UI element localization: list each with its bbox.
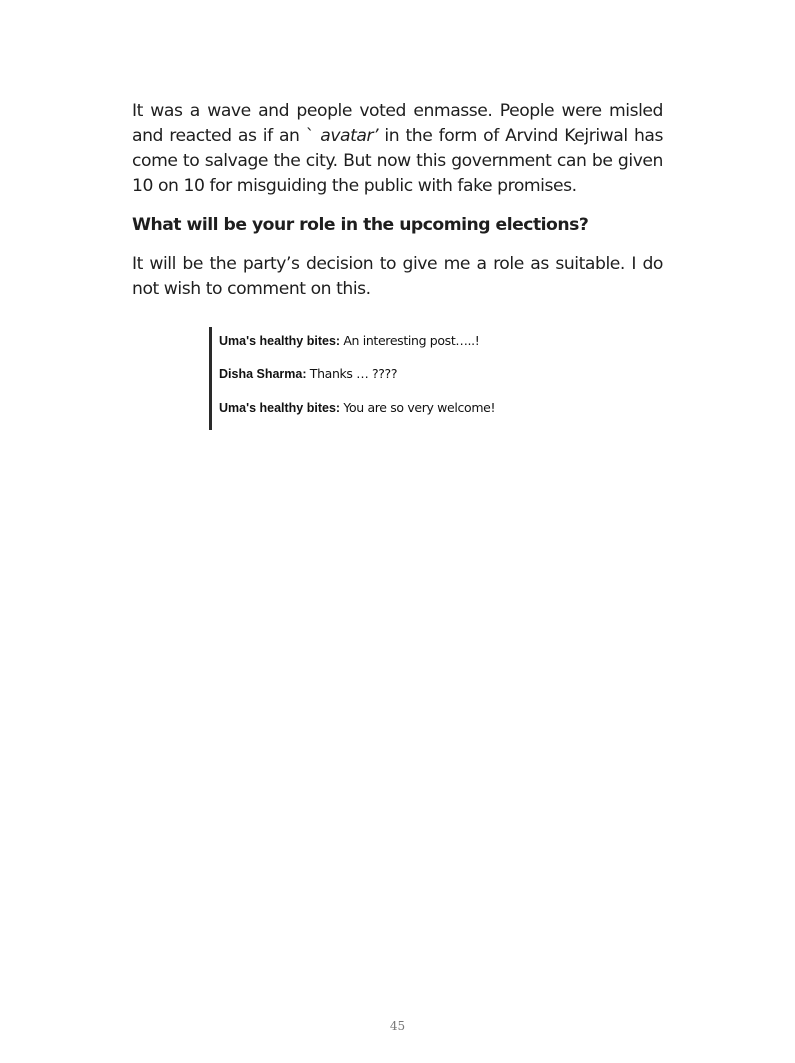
page-number: 45 (389, 1019, 406, 1033)
interview-question: What will be your role in the upcoming elections? (132, 215, 589, 235)
comment-text: Thanks … ???? (309, 366, 398, 381)
comment-author: Uma's healthy bites: (219, 401, 341, 415)
comment-author: Disha Sharma: (219, 367, 307, 381)
comment-text: An interesting post…..! (343, 333, 480, 348)
comment-item (219, 400, 495, 416)
comment-text: You are so very welcome! (343, 400, 496, 415)
comment-item (219, 333, 479, 349)
answer-paragraph (132, 99, 663, 199)
comment-item (219, 366, 397, 382)
answer-text-start: It was a wave and people voted enmasse. People were misled and reacted as if an ` (132, 101, 663, 146)
answer-italic-term: avatar’ (320, 126, 379, 146)
comment-author: Uma's healthy bites: (219, 334, 341, 348)
answer-text-end: in the form of Arvind Kejriwal has come to salvage the city. But now this government can be given 10 on 10 for misguiding the public with fake promises. (132, 126, 663, 196)
answer-paragraph-2: It will be the party’s decision to give me a role as suitable. I do not wish to comment on this. (132, 254, 663, 299)
